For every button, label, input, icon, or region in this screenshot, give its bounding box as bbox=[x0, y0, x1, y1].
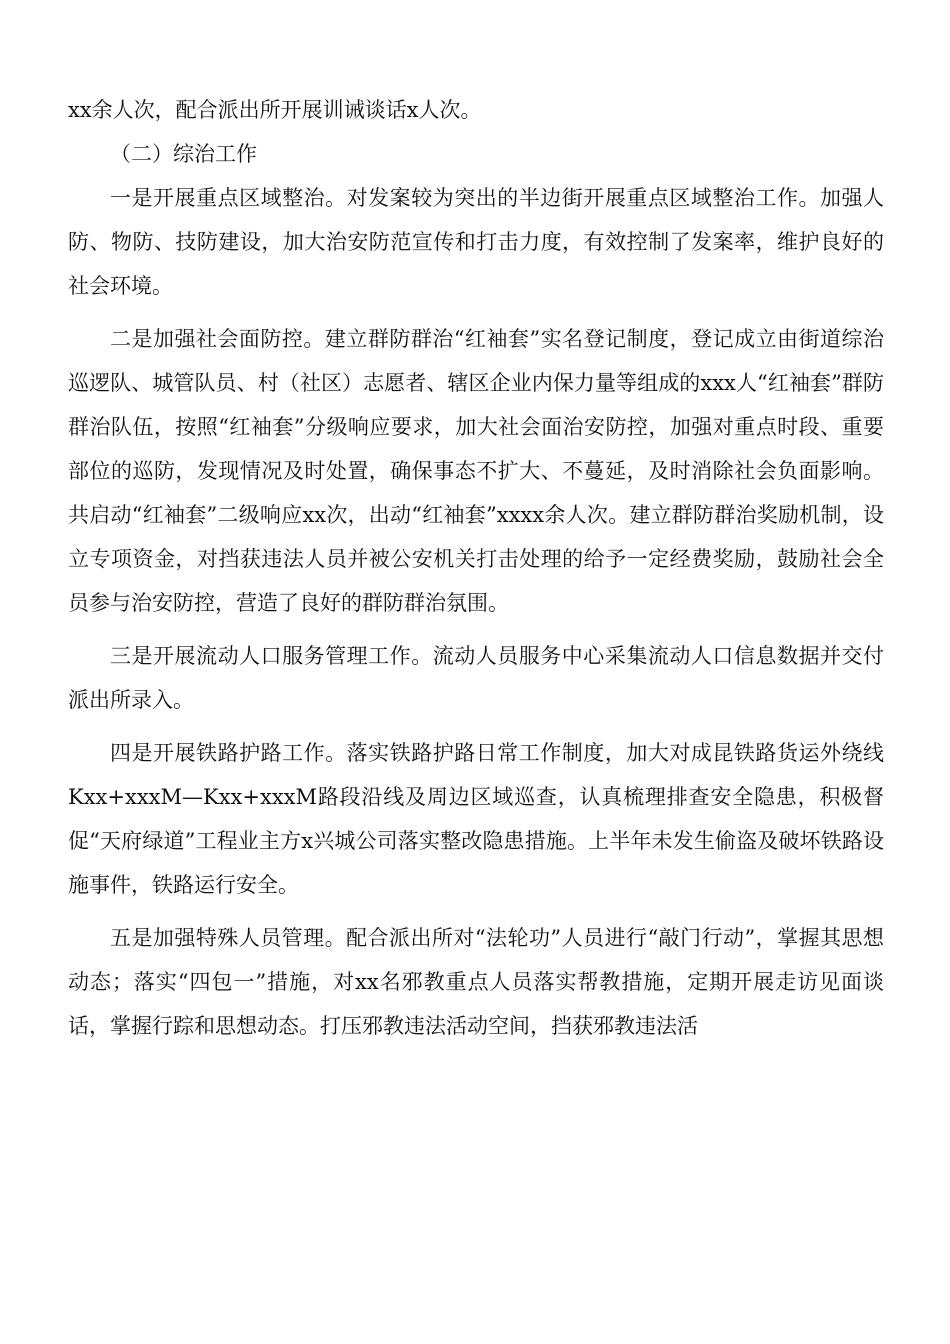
paragraph-railway-protection: 四是开展铁路护路工作。落实铁路护路日常工作制度，加大对成昆铁路货运外绕线Kxx+xxxM—Kxx+xxxM路段沿线及周边区域巡查，认真梳理排查安全隐患，积极督促“天府绿道”工程业主方x兴城公司落实整改隐患措施。上半年未发生偷盗及破坏铁路设施事件，铁路运行安全。 bbox=[68, 741, 884, 897]
document-page bbox=[68, 88, 884, 1048]
paragraph-social-control: 二是加强社会面防控。建立群防群治“红袖套”实名登记制度，登记成立由街道综治巡逻队、城管队员、村（社区）志愿者、辖区企业内保力量等组成的xxx人“红袖套”群防群治队伍，按照“红袖套”分级响应要求，加大社会面治安防控，加强对重点时段、重要部位的巡防，发现情况及时处置，确保事态不扩大、不蔓延，及时消除社会负面影响。共启动“红袖套”二级响应xx次，出动“红袖套”xxxx余人次。建立群防群治奖励机制，设立专项资金，对挡获违法人员并被公安机关打击处理的给予一定经费奖励，鼓励社会全员参与治安防控，营造了良好的群防群治氛围。 bbox=[68, 327, 884, 615]
section-heading: （二）综治工作 bbox=[110, 142, 257, 166]
paragraph-floating-population: 三是开展流动人口服务管理工作。流动人员服务中心采集流动人口信息数据并交付派出所录入。 bbox=[68, 644, 884, 712]
paragraph-special-personnel: 五是加强特殊人员管理。配合派出所对“法轮功”人员进行“敲门行动”，掌握其思想动态；落实“四包一”措施，对xx名邪教重点人员落实帮教措施，定期开展走访见面谈话，掌握行踪和思想动态。打压邪教违法活动空间，挡获邪教违法活 bbox=[68, 926, 884, 1038]
paragraph-area-rectification: 一是开展重点区域整治。对发案较为突出的半边街开展重点区域整治工作。加强人防、物防、技防建设，加大治安防范宣传和打击力度，有效控制了发案率，维护良好的社会环境。 bbox=[68, 186, 884, 298]
paragraph-continuation: xx余人次，配合派出所开展训诫谈话x人次。 bbox=[68, 98, 482, 122]
